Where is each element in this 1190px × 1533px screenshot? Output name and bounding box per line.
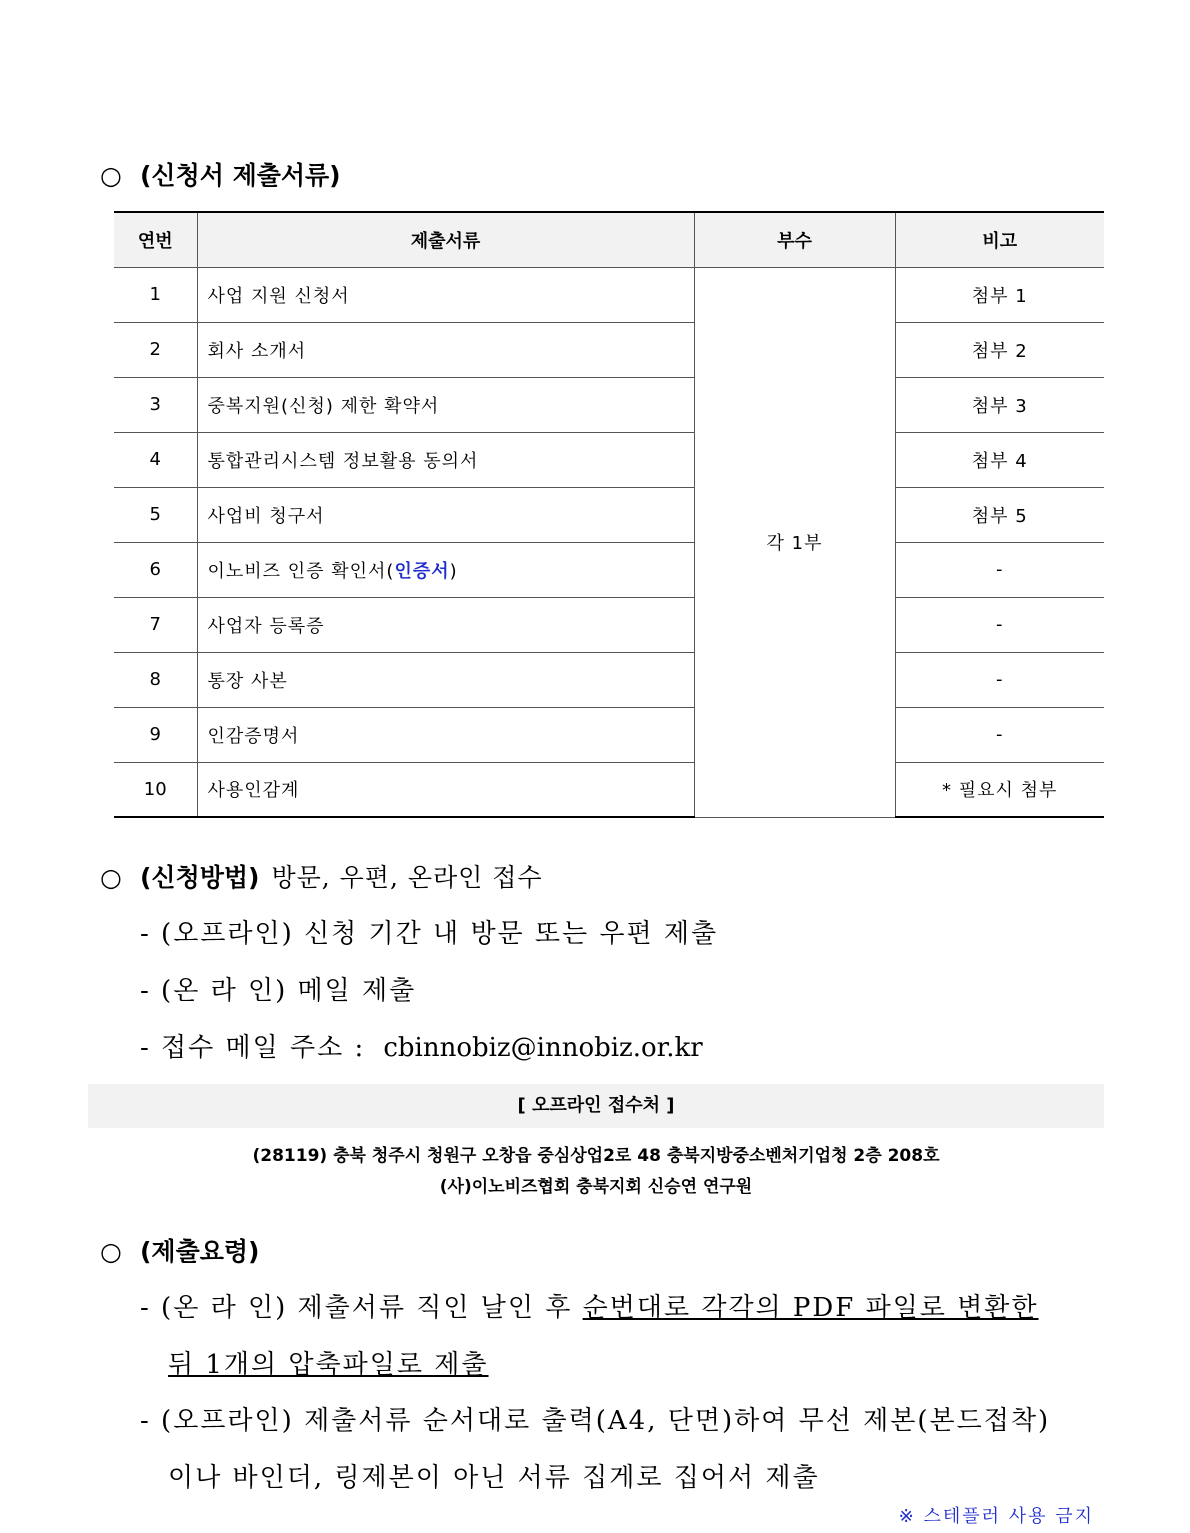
row-doc: 사용인감계 bbox=[197, 762, 694, 817]
guideline-offline-line-2: 이나 바인더, 링제본이 아닌 서류 집게로 집어서 제출 bbox=[168, 1463, 820, 1493]
row-doc: 사업 지원 신청서 bbox=[197, 267, 694, 322]
row-no: 6 bbox=[114, 542, 197, 597]
documents-table bbox=[114, 211, 1104, 818]
row-no: 8 bbox=[114, 652, 197, 707]
table-row bbox=[114, 432, 1104, 487]
row-remark: - bbox=[895, 652, 1104, 707]
email-line bbox=[140, 1027, 703, 1064]
row-remark: - bbox=[895, 542, 1104, 597]
method-offline-line: - (오프라인) 신청 기간 내 방문 또는 우편 제출 bbox=[140, 919, 719, 949]
header-doc: 제출서류 bbox=[197, 212, 694, 267]
offline-address-2: (사)이노비즈협회 충북지회 신승연 연구원 bbox=[439, 1177, 753, 1197]
header-no: 연번 bbox=[114, 212, 197, 267]
doc-suffix: ) bbox=[449, 560, 458, 582]
row-no: 3 bbox=[114, 377, 197, 432]
table-row bbox=[114, 487, 1104, 542]
header-remark: 비고 bbox=[895, 212, 1104, 267]
table-row bbox=[114, 542, 1104, 597]
row-no: 2 bbox=[114, 322, 197, 377]
row-remark: - bbox=[895, 597, 1104, 652]
row-remark: 첨부 2 bbox=[895, 322, 1104, 377]
offline-heading: [ 오프라인 접수처 ] bbox=[88, 1084, 1104, 1128]
bullet-icon: ○ bbox=[100, 863, 122, 892]
row-no: 4 bbox=[114, 432, 197, 487]
section-title-method bbox=[100, 858, 543, 894]
guideline-online-prefix: - (온 라 인) 제출서류 직인 날인 후 bbox=[140, 1293, 583, 1323]
table-row bbox=[114, 762, 1104, 817]
row-remark: - bbox=[895, 707, 1104, 762]
guideline-online-underline: 순번대로 각각의 PDF 파일로 변환한 bbox=[582, 1293, 1039, 1323]
row-no: 9 bbox=[114, 707, 197, 762]
section-title-text: (신청서 제출서류) bbox=[140, 161, 341, 190]
row-doc: 통장 사본 bbox=[197, 652, 694, 707]
section-title-guidelines bbox=[100, 1232, 259, 1268]
row-doc bbox=[197, 542, 694, 597]
table-row bbox=[114, 707, 1104, 762]
row-remark: 첨부 5 bbox=[895, 487, 1104, 542]
table-header-row bbox=[114, 212, 1104, 267]
method-text: 방문, 우편, 온라인 접수 bbox=[271, 863, 543, 892]
guideline-online-line bbox=[140, 1287, 1039, 1324]
row-doc: 회사 소개서 bbox=[197, 322, 694, 377]
row-remark: 첨부 4 bbox=[895, 432, 1104, 487]
row-doc: 통합관리시스템 정보활용 동의서 bbox=[197, 432, 694, 487]
row-no: 5 bbox=[114, 487, 197, 542]
row-doc: 인감증명서 bbox=[197, 707, 694, 762]
email-label: - 접수 메일 주소 : bbox=[140, 1033, 366, 1063]
table-row bbox=[114, 377, 1104, 432]
guideline-online-cont bbox=[168, 1344, 489, 1381]
header-qty: 부수 bbox=[694, 212, 895, 267]
section-title-text: (제출요령) bbox=[140, 1237, 260, 1266]
doc-prefix: 이노비즈 인증 확인서( bbox=[207, 560, 395, 582]
email-address: cbinnobiz@innobiz.or.kr bbox=[383, 1033, 703, 1063]
doc-highlight: 인증서 bbox=[394, 560, 450, 582]
row-no: 7 bbox=[114, 597, 197, 652]
row-remark: 첨부 1 bbox=[895, 267, 1104, 322]
row-doc: 중복지원(신청) 제한 확약서 bbox=[197, 377, 694, 432]
row-doc: 사업자 등록증 bbox=[197, 597, 694, 652]
guideline-online-cont-text: 뒤 1개의 압축파일로 제출 bbox=[168, 1350, 489, 1380]
row-qty-merged: 각 1부 bbox=[694, 267, 895, 817]
stapler-note: ※ 스테플러 사용 금지 bbox=[898, 1506, 1094, 1527]
table-row bbox=[114, 652, 1104, 707]
table-row bbox=[114, 267, 1104, 322]
table-row bbox=[114, 322, 1104, 377]
row-doc: 사업비 청구서 bbox=[197, 487, 694, 542]
bullet-icon: ○ bbox=[100, 1237, 122, 1266]
offline-address-1: (28119) 충북 청주시 청원구 오창읍 중심상업2로 48 충북지방중소벤처기업청 2층 208호 bbox=[252, 1146, 940, 1166]
row-remark: * 필요시 첨부 bbox=[895, 762, 1104, 817]
section-title-documents bbox=[100, 156, 341, 192]
method-online-line: - (온 라 인) 메일 제출 bbox=[140, 976, 417, 1006]
row-remark: 첨부 3 bbox=[895, 377, 1104, 432]
table-row bbox=[114, 597, 1104, 652]
row-no: 10 bbox=[114, 762, 197, 817]
bullet-icon: ○ bbox=[100, 161, 122, 190]
section-title-text: (신청방법) bbox=[140, 863, 260, 892]
guideline-offline-line-1: - (오프라인) 제출서류 순서대로 출력(A4, 단면)하여 무선 제본(본드접착) bbox=[140, 1406, 1051, 1436]
row-no: 1 bbox=[114, 267, 197, 322]
